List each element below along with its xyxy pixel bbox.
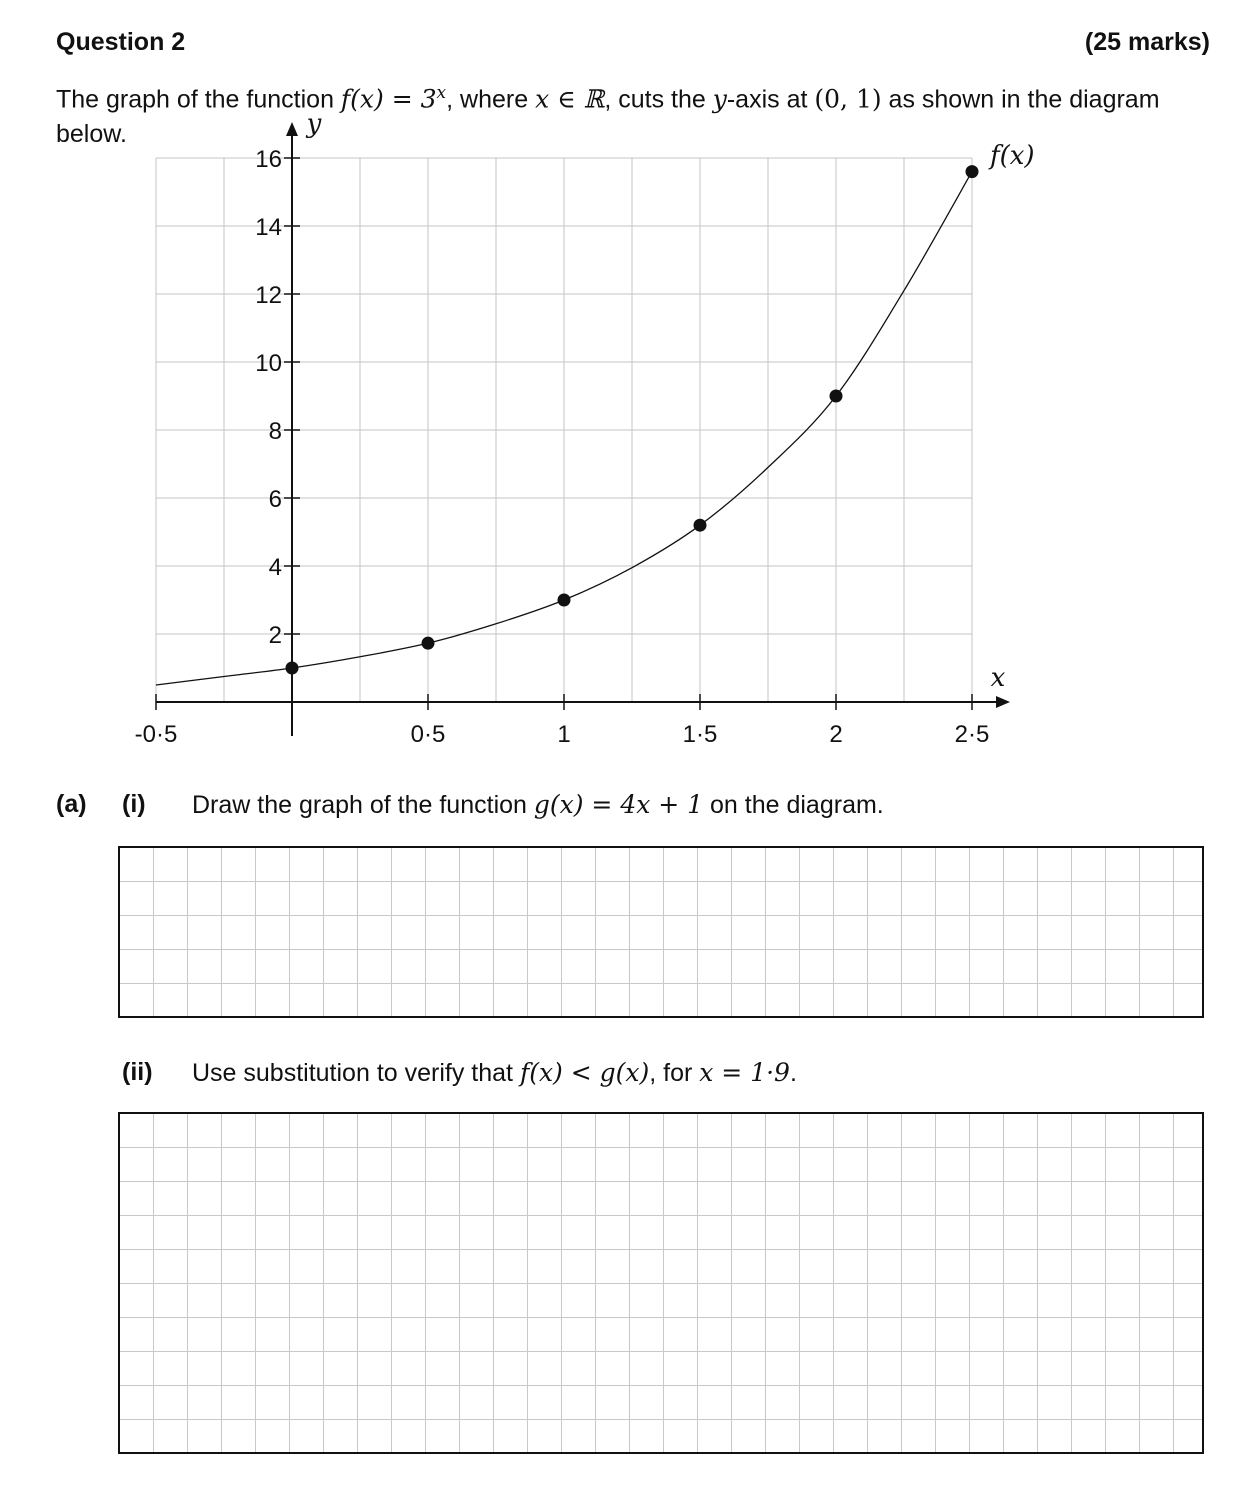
y-tick-label: 16	[255, 146, 282, 173]
question-marks: (25 marks)	[1084, 28, 1210, 56]
part-a-ii-text-2: , for	[649, 1059, 700, 1087]
intro-text-5: as shown in the diagram below.	[56, 85, 1160, 149]
question-title: Question 2	[56, 28, 186, 56]
intro-exponent: x	[436, 83, 447, 103]
part-a-i-label: (i)	[122, 790, 146, 818]
x-tick-label: 1	[557, 721, 571, 748]
y-tick-label: 14	[255, 214, 282, 241]
intro-text-2: , where	[446, 85, 536, 114]
intro-text-4: -axis at	[726, 85, 815, 114]
x-tick-label: 2·5	[954, 721, 990, 748]
y-tick-label: 6	[268, 486, 282, 513]
y-tick-label: 2	[268, 622, 282, 649]
data-point	[422, 637, 435, 650]
y-tick-label: 12	[255, 282, 282, 309]
part-a-ii-text-1: Use substitution to verify that	[192, 1059, 520, 1087]
intro-text-3: , cuts the	[604, 85, 713, 114]
intro-text-1: The graph of the function	[56, 85, 341, 114]
x-tick-label: 0·5	[410, 721, 446, 748]
data-point	[558, 594, 571, 607]
data-point	[966, 165, 979, 178]
series-label-fx: f(x)	[990, 141, 1035, 171]
part-a-ii-text-3: .	[789, 1059, 797, 1087]
answer-box-ii[interactable]	[118, 1112, 1204, 1454]
data-point	[286, 662, 299, 675]
part-a-i-text-1: Draw the graph of the function	[192, 791, 534, 819]
part-a-ii-math2: x = 1·9	[699, 1058, 790, 1087]
x-axis-arrow	[996, 696, 1010, 708]
data-point	[830, 390, 843, 403]
answer-box-i[interactable]	[118, 846, 1204, 1018]
part-a-label: (a)	[56, 790, 87, 818]
y-tick-label: 10	[255, 350, 282, 377]
graph-labels	[135, 109, 1035, 748]
part-a-i-text-2: on the diagram.	[703, 791, 884, 819]
intro-point: (0, 1)	[814, 84, 882, 114]
graph-axes	[156, 122, 1010, 736]
part-a-i-text	[192, 790, 884, 820]
y-tick-label: 8	[268, 418, 282, 445]
y-axis-arrow	[286, 122, 298, 136]
y-tick-label: 4	[268, 554, 282, 581]
part-a-ii-text	[192, 1058, 797, 1088]
y-axis-label: y	[306, 109, 322, 139]
part-a-ii-math: f(x) < g(x)	[519, 1058, 650, 1087]
part-a-ii-label: (ii)	[122, 1058, 153, 1086]
x-tick-label: 2	[829, 721, 843, 748]
intro-function: f(x) = 3	[340, 84, 437, 114]
data-point	[694, 519, 707, 532]
intro-y: y	[712, 84, 727, 114]
x-tick-label: -0·5	[134, 721, 178, 748]
intro-domain: x ∈ ℝ	[535, 84, 605, 114]
x-tick-label: 1·5	[682, 721, 718, 748]
part-a-i-math: g(x) = 4x + 1	[533, 790, 704, 819]
x-axis-label: x	[990, 663, 1006, 693]
